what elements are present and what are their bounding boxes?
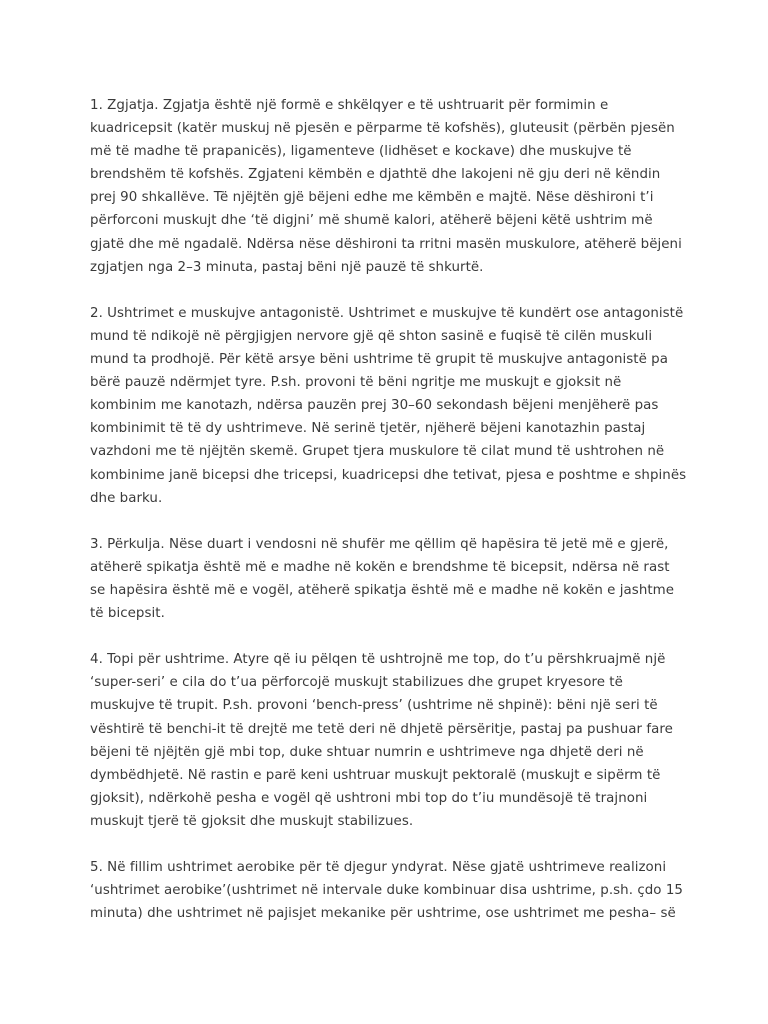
text-line: 1. Zgjatja. Zgjatja është një formë e shkëlqyer e të ushtruarit për formimin e [90, 98, 609, 113]
text-line: gjatë dhe më ngadalë. Ndërsa nëse dëshironi ta rritni masën muskulore, atëherë bëjeni [90, 236, 682, 252]
text-line: ‘ushtrimet aerobike’(ushtrimet në intervale duke kombinuar disa ushtrime, p.sh. çdo 15 [90, 883, 683, 899]
text-line: bëjeni të njëjtën gjë mbi top, duke shtuar numrin e ushtrimeve nga dhjetë deri në [90, 744, 644, 760]
paragraph-exercise-ball [90, 648, 690, 833]
paragraph-antagonist-muscles [90, 302, 690, 510]
paragraph-stretching [90, 94, 690, 279]
text-line: muskujve të trupit. P.sh. provoni ‘bench-press’ (ushtrime në shpinë): bëni një seri të [90, 698, 658, 714]
text-line: prej 90 shkallëve. Të njëjtën gjë bëjeni edhe me këmbën e majtë. Nëse dëshironi t’i [90, 190, 654, 206]
text-line: 2. Ushtrimet e muskujve antagonistë. Ushtrimet e muskujve të kundërt ose antagonistë [90, 305, 684, 321]
text-line: të bicepsit. [90, 606, 165, 622]
text-line: vështirë të benchi-it të drejtë me tetë deri në dhjetë përsëritje, pastaj pa pushuar fare [90, 721, 673, 737]
text-line: më të madhe të prapanicës), ligamenteve (lidhëset e kockave) dhe muskujve të [90, 144, 632, 160]
text-line: 3. Përkulja. Nëse duart i vendosni në shufër me qëllim që hapësira të jetë më e gjerë, [90, 536, 669, 552]
paragraph-curl [90, 533, 690, 625]
text-line: se hapësira është më e vogël, atëherë spikatja është më e madhe në kokën e jashtme [90, 582, 675, 598]
text-line: atëherë spikatja është më e madhe në kokën e brendshme të bicepsit, ndërsa në rast [90, 559, 670, 575]
text-line: kuadricepsit (katër muskuj në pjesën e përparme të kofshës), gluteusit (përbën pjesën [90, 121, 675, 137]
text-line: dymbëdhjetë. Në rastin e parë keni ushtruar muskujt pektoralë (muskujt e sipërm të [90, 767, 661, 783]
text-line: ‘super-seri’ e cila do t’ua përforcojë muskujt stabilizues dhe grupet kryesore të [90, 675, 623, 691]
text-line: 4. Topi për ushtrime. Atyre që iu pëlqen të ushtrojnë me top, do t’u përshkruajmë një [90, 652, 666, 668]
text-line: vazhdoni me të njëjtën skemë. Grupet tjera muskulore të cilat mund të ushtrohen në [90, 444, 665, 460]
text-line: 5. Në fillim ushtrimet aerobike për të djegur yndyrat. Nëse gjatë ushtrimeve realizoni [90, 860, 667, 876]
text-line: gjoksit), ndërkohë pesha e vogël që ushtroni mbi top do t’iu mundësojë të trajnoni [90, 790, 648, 806]
text-line: kombinim me kanotazh, ndërsa pauzën prej 30–60 sekondash bëjeni menjëherë pas [90, 398, 659, 414]
text-line: muskujt tjerë të gjoksit dhe muskujt stabilizues. [90, 813, 414, 829]
text-line: mund të ndikojë në përgjigjen nervore gjë që shton sasinë e fuqisë të cilën muskuli [90, 328, 653, 344]
text-line: bërë pauzë ndërmjet tyre. P.sh. provoni të bëni ngritje me muskujt e gjoksit në [90, 375, 622, 391]
text-line: zgjatjen nga 2–3 minuta, pastaj bëni një pauzë të shkurtë. [90, 259, 484, 275]
text-line: kombinime janë bicepsi dhe tricepsi, kuadricepsi dhe tetivat, pjesa e poshtme e shpinës [90, 467, 687, 483]
text-line: minuta) dhe ushtrimet në pajisjet mekanike për ushtrime, ose ushtrimet me pesha– së [90, 906, 676, 922]
text-line: brendshëm të kofshës. Zgjateni këmbën e djathtë dhe lakojeni në gju deri në këndin [90, 167, 661, 183]
document-body [90, 94, 690, 948]
paragraph-aerobic [90, 856, 690, 925]
text-line: përforconi muskujt dhe ‘të digjni’ më shumë kalori, atëherë bëjeni këtë ushtrim më [90, 213, 653, 229]
text-line: dhe barku. [90, 490, 163, 506]
text-line: kombinimit të të dy ushtrimeve. Në serinë tjetër, njëherë bëjeni kanotazhin pastaj [90, 421, 646, 437]
text-line: mund ta prodhojë. Për këtë arsye bëni ushtrime të grupit të muskujve antagonistë pa [90, 352, 668, 368]
